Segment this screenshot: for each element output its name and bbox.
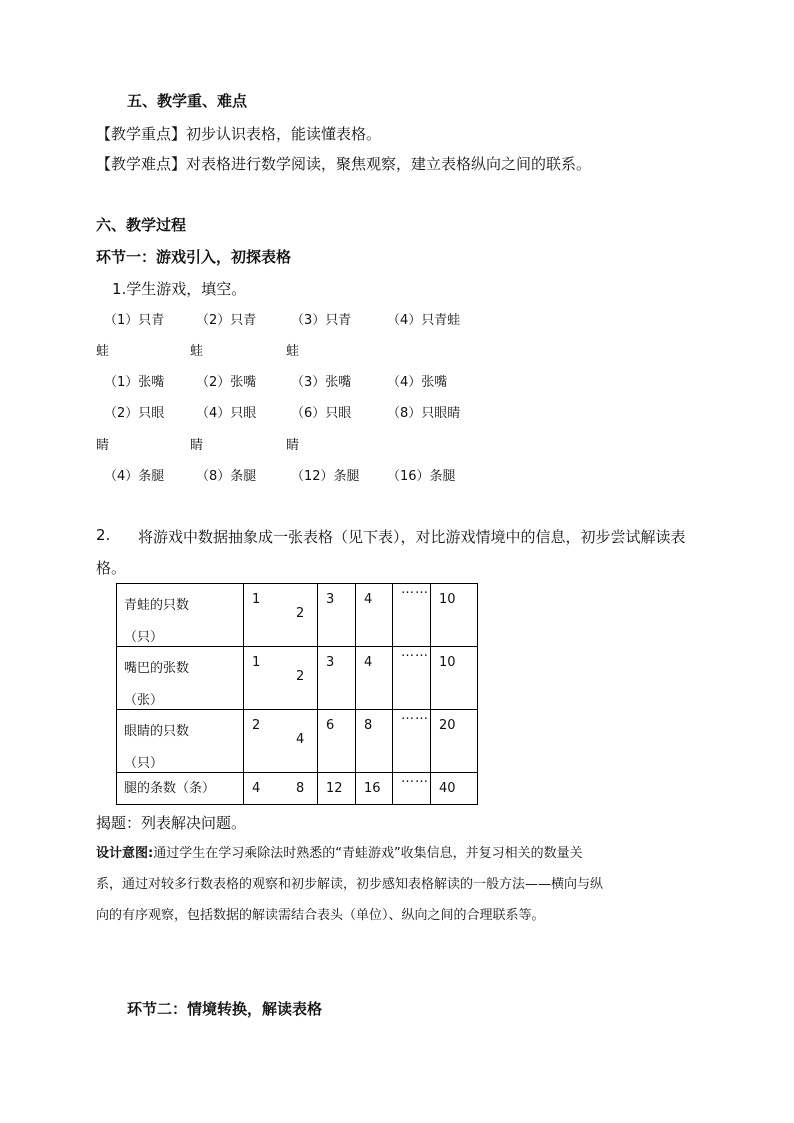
- item-two-number: 2.: [96, 526, 111, 544]
- table-cell: 3: [318, 584, 356, 647]
- game-cell: （8）只眼睛: [387, 406, 461, 421]
- game-cell: （3）张嘴: [291, 375, 352, 390]
- key-point-line: [96, 123, 381, 144]
- row-header-label: 眼睛的只数: [124, 724, 190, 739]
- table-cell: 12: [318, 773, 356, 805]
- game-cell: （8）条腿: [196, 469, 257, 484]
- game-cell: （1）只青: [104, 313, 165, 328]
- game-cell: （2）只青: [196, 313, 257, 328]
- key-point-text: 初步认识表格，能读懂表格。: [186, 125, 382, 143]
- game-cell: （4）张嘴: [387, 375, 448, 390]
- item-two-text-cont: 格。: [96, 559, 127, 577]
- difficulty-tag: 【教学难点】: [96, 155, 187, 173]
- row-header: [117, 584, 244, 647]
- row-header-unit: （只）: [124, 756, 164, 771]
- game-cell: （2）只眼: [104, 406, 165, 421]
- table-row: [117, 773, 515, 805]
- table-cell: 3: [318, 647, 356, 710]
- table-cell: ……: [393, 584, 431, 647]
- row-header: [117, 647, 244, 710]
- game-cell: （16）条腿: [387, 469, 456, 484]
- table-cell: 4 8: [244, 773, 318, 805]
- game-cell: （1）张嘴: [104, 375, 165, 390]
- table-cell: 4: [356, 647, 393, 710]
- table-row: [117, 584, 515, 647]
- game-cell: 睛: [190, 438, 204, 453]
- row-header-label: 嘴巴的张数: [124, 661, 190, 676]
- table-row: [117, 710, 515, 773]
- game-cell: 睛: [96, 438, 110, 453]
- step-two-heading: 环节二：情境转换，解读表格: [127, 1000, 323, 1018]
- difficulty-text: 对表格进行数学阅读，聚焦观察，建立表格纵向之间的联系。: [186, 155, 592, 173]
- step-one-heading: 环节一：游戏引入，初探表格: [96, 248, 292, 266]
- table-cell: 10: [431, 584, 478, 647]
- game-cell: 蛙: [190, 344, 204, 359]
- design-intent-line2: 系，通过对较多行数表格的观察和初步解读，初步感知表格解读的一般方法——横向与纵: [96, 877, 604, 892]
- design-intent-line1: [96, 838, 583, 869]
- row-header-label: 腿的条数（条）: [124, 781, 216, 796]
- game-cell: （4）只眼: [196, 406, 257, 421]
- table-cell: 4: [356, 584, 393, 647]
- reveal-text: 揭题：列表解决问题。: [96, 814, 247, 832]
- row-header-unit: （只）: [124, 630, 164, 645]
- key-point-tag: 【教学重点】: [96, 125, 187, 143]
- table-cell: 40: [431, 773, 478, 805]
- table-cell: 2 4: [244, 710, 318, 773]
- row-header: [117, 710, 244, 773]
- design-intent-line3: 向的有序观察，包括数据的解读需结合表头（单位）、纵向之间的合理联系等。: [96, 908, 545, 923]
- table-cell: 6: [318, 710, 356, 773]
- game-cell: 蛙: [286, 344, 300, 359]
- item-two-text: 将游戏中数据抽象成一张表格（见下表），对比游戏情境中的信息，初步尝试解读表: [138, 528, 686, 546]
- section-heading-5: 五、教学重、难点: [127, 92, 248, 110]
- table-cell: 16: [356, 773, 393, 805]
- game-cell: （12）条腿: [291, 469, 360, 484]
- section-heading-6: 六、教学过程: [96, 216, 187, 234]
- design-intent-tag: 设计意图:: [96, 846, 154, 861]
- frog-data-table: [116, 583, 515, 805]
- game-cell: 睛: [286, 438, 300, 453]
- game-cell: （4）只青蛙: [387, 313, 461, 328]
- table-cell: 10: [431, 647, 478, 710]
- game-cell: （2）张嘴: [196, 375, 257, 390]
- table-cell: ……: [393, 710, 431, 773]
- game-intro: 1.学生游戏，填空。: [112, 280, 247, 298]
- table-cell: 1 2: [244, 584, 318, 647]
- design-intent-text: 通过学生在学习乘除法时熟悉的“青蛙游戏”收集信息，并复习相关的数量关: [153, 846, 583, 861]
- table-cell: 20: [431, 710, 478, 773]
- table-cell: 8: [356, 710, 393, 773]
- game-cell: 蛙: [96, 344, 110, 359]
- table-row: [117, 647, 515, 710]
- game-cell: （3）只青: [291, 313, 352, 328]
- game-cell: （4）条腿: [104, 469, 165, 484]
- table-cell: ……: [393, 773, 431, 805]
- row-header: [117, 773, 244, 805]
- row-header-label: 青蛙的只数: [124, 598, 190, 613]
- difficulty-line: [96, 153, 591, 174]
- row-header-unit: （张）: [124, 693, 164, 708]
- table-cell: 1 2: [244, 647, 318, 710]
- table-cell: ……: [393, 647, 431, 710]
- game-cell: （6）只眼: [291, 406, 352, 421]
